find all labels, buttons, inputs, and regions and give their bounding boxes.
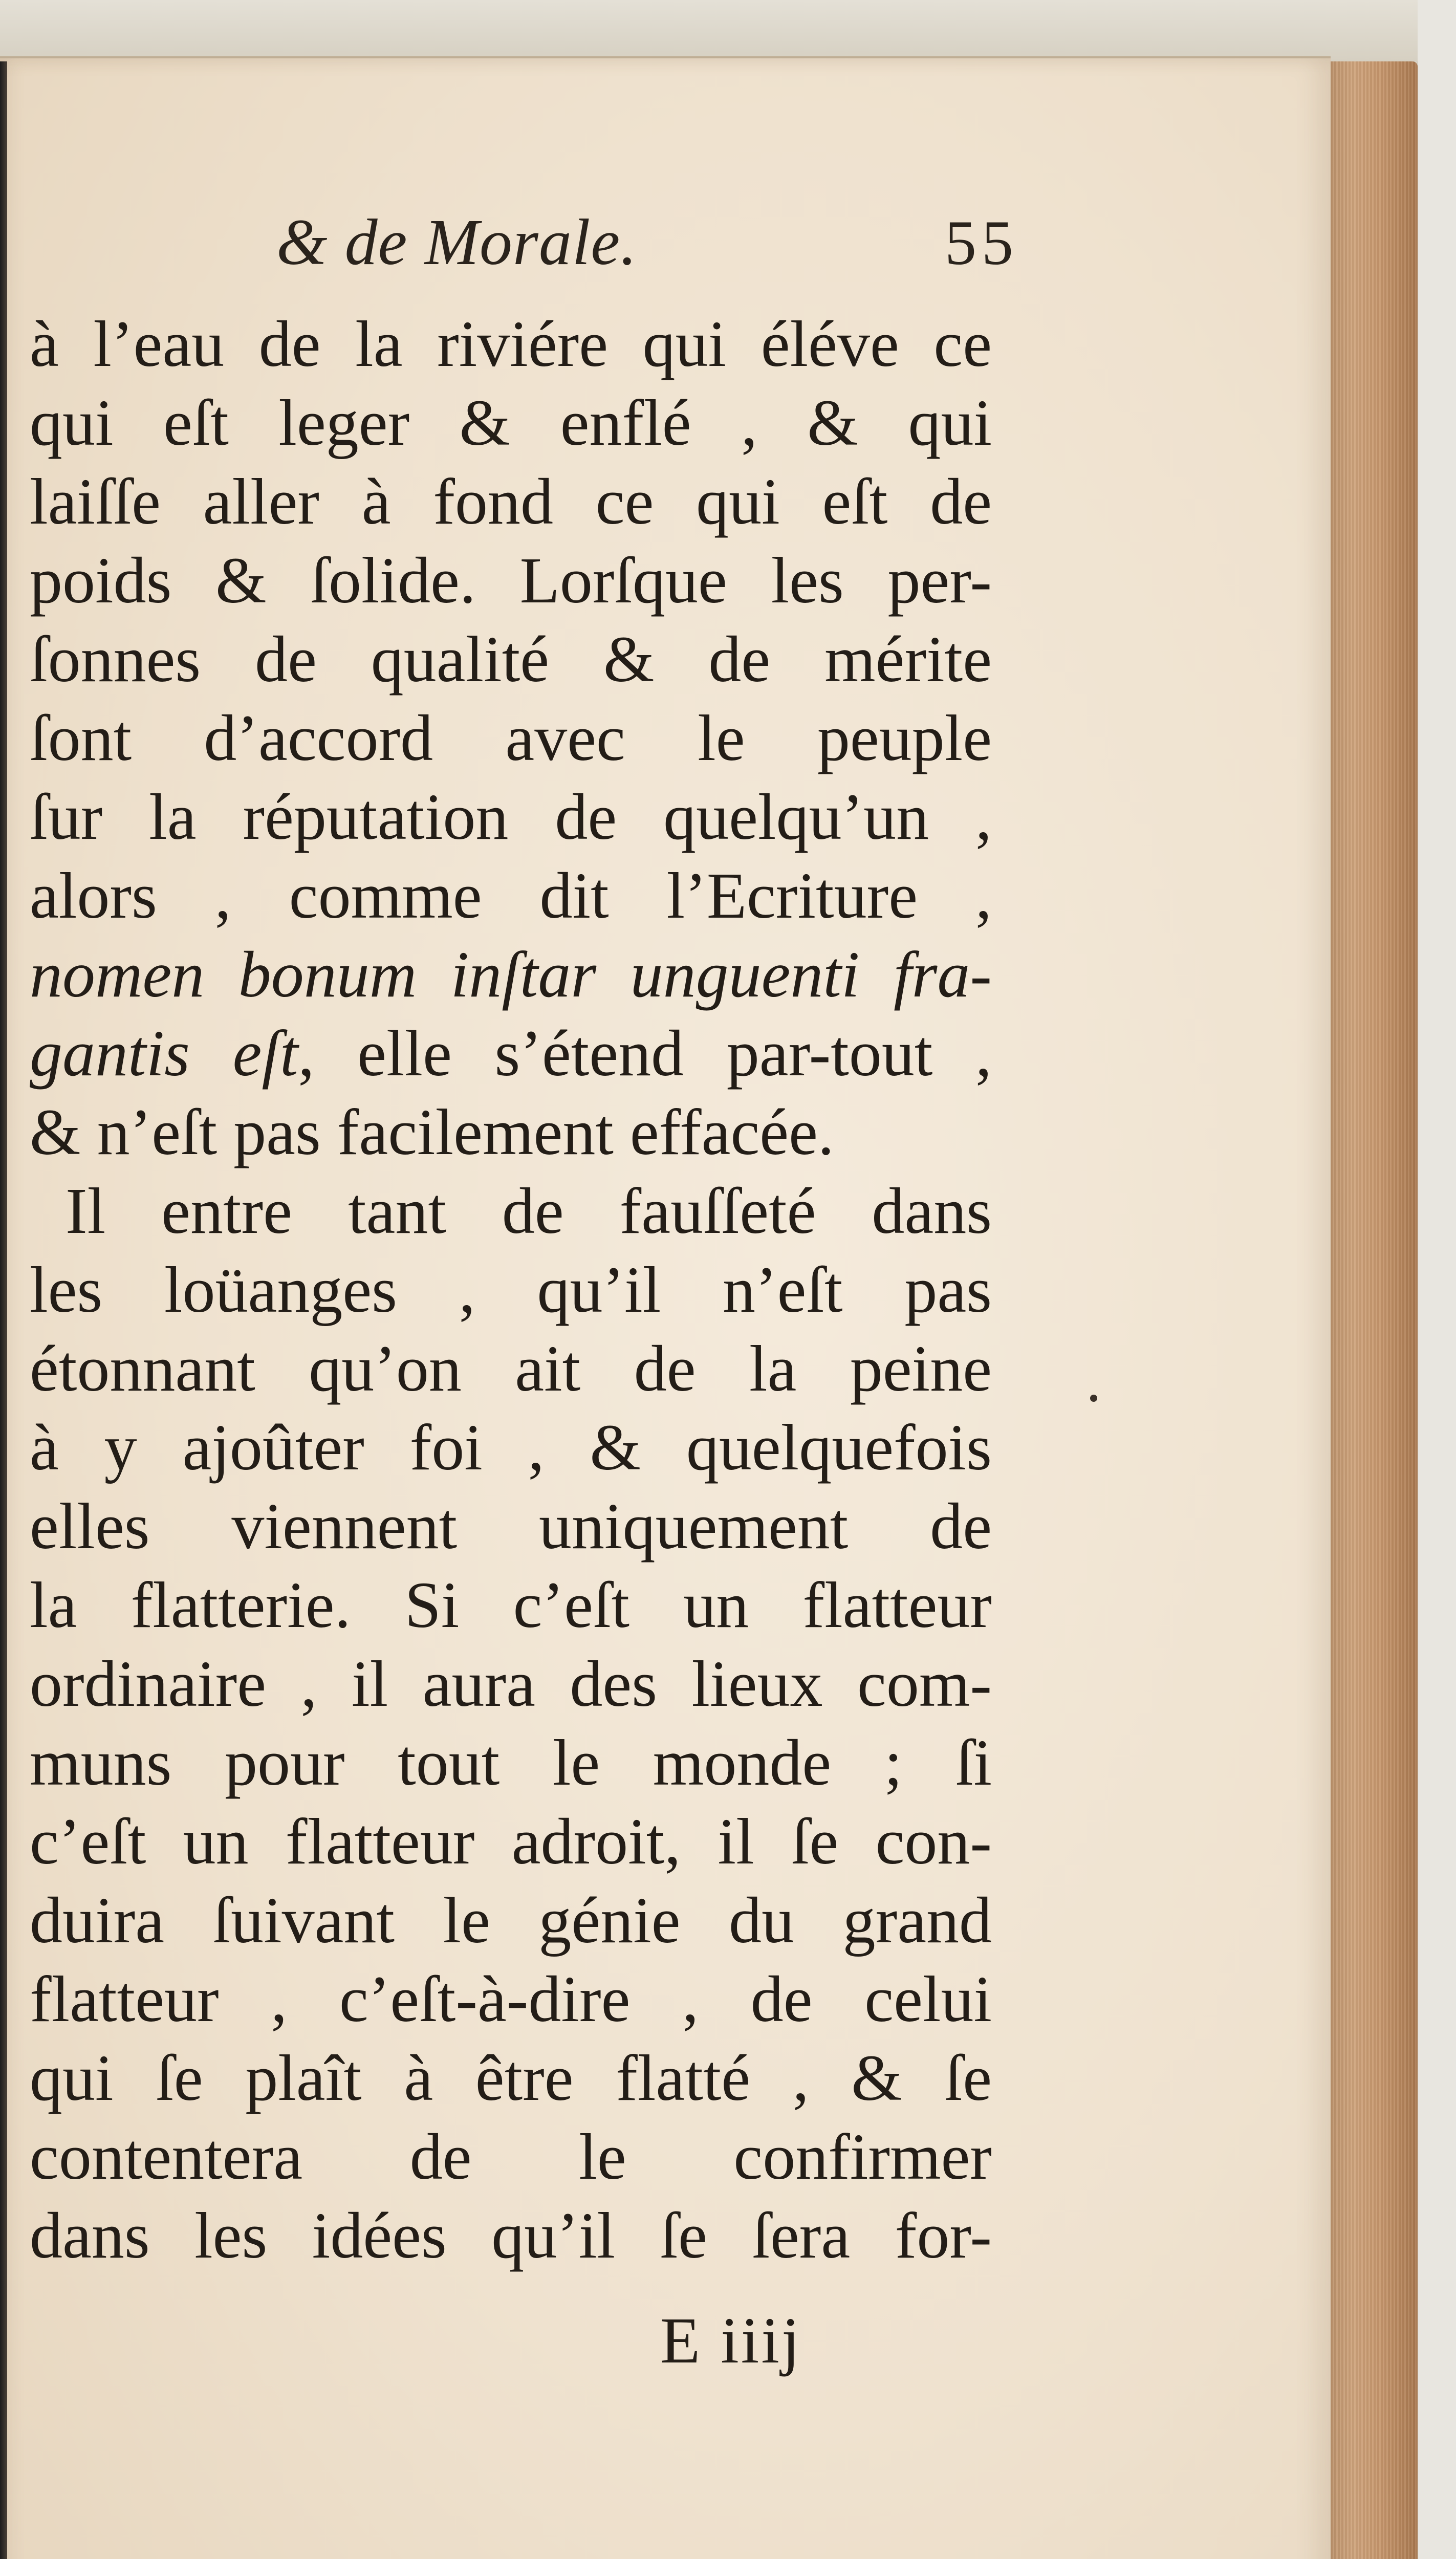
paragraph-first-line: Il entre tant de fauſſeté dans [66,1175,992,1247]
page-number: 55 [945,208,1018,278]
signature-mark: E iiij [660,2304,802,2377]
body-text [30,305,992,2275]
text-line: ſonnes de qualité & de mérite [30,623,992,696]
text-line: les loüanges , qu’il n’eſt pas [30,1253,992,1326]
text-line: à y ajoûter foi , & quelquefois [30,1411,992,1484]
latin-quote-line: nomen bonum inſtar unguenti fra- [30,938,992,1011]
text-line: flatteur , c’eſt-à-dire , de celui [30,1963,992,2035]
text-line: étonnant qu’on ait de la peine [30,1332,992,1405]
text-line: muns pour tout le monde ; ſi [30,1726,992,1799]
text-line: & n’eſt pas facilement effacée. [30,1096,834,1168]
text-line: ſont d’accord avec le peuple [30,702,992,774]
text-line: duira ſuivant le génie du grand [30,1884,992,1957]
running-head [276,205,1018,292]
text-line: contentera de le confirmer [30,2120,992,2193]
text-line: c’eſt un flatteur adroit, il ſe con- [30,1805,992,1878]
book-spine-edge [0,61,7,2559]
text-line-continuation: , elle s’étend par-tout , [298,1017,992,1090]
text-line-mixed [30,1014,992,1093]
text-line: alors , comme dit l’Ecriture , [30,859,992,932]
scanner-background [0,0,1456,61]
text-line: elles viennent uniquement de [30,1490,992,1563]
text-line: à l’eau de la riviére qui éléve ce [30,308,992,380]
scanner-background-right [1418,0,1456,2559]
text-line: poids & ſolide. Lorſque les per- [30,544,992,617]
text-line: qui ſe plaît à être flatté , & ſe [30,2042,992,2114]
book-fore-edge [1325,61,1418,2559]
text-line: laiſſe aller à fond ce qui eſt de [30,465,992,538]
text-line: dans les idées qu’il ſe ſera for- [30,2199,992,2272]
latin-quote-end: gantis eſt [30,1017,298,1090]
ink-speck [1090,1395,1097,1402]
text-line: ordinaire , il aura des lieux com- [30,1647,992,1720]
text-line: la flatterie. Si c’eſt un flatteur [30,1569,992,1641]
text-line: qui eſt leger & enflé , & qui [30,386,992,459]
running-head-title: & de Morale. [276,206,638,278]
text-line: ſur la réputation de quelqu’un , [30,780,992,853]
